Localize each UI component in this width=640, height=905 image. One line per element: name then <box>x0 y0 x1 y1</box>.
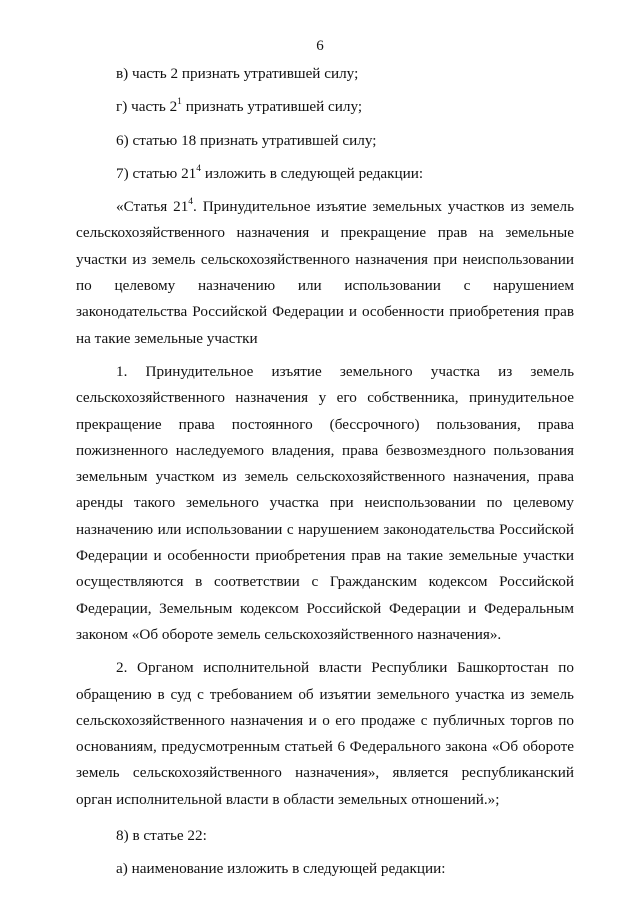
item-7 <box>76 161 574 187</box>
item-g <box>76 94 574 120</box>
document-body <box>76 61 574 883</box>
article-heading-prefix: «Статья 21 <box>116 198 189 216</box>
item-6 <box>76 128 574 154</box>
item-a <box>76 856 574 882</box>
item-7-text-after: изложить в следующей редакции: <box>201 164 424 182</box>
article-paragraph-1: 1. Принудительное изъятие земельного участка из земель сельскохозяйственного назначения у его собственника, принудительное прекращение права постоянного (бессрочного) пользования, права пожизненного наследуемого владения, права безвозмездного пользования земельным участком из земель сельскохозяйственного назначения, права аренды такого земельного участка при неиспользовании по целевому назначению или использовании с нарушением законодательства Российской Федерации и особенности приобретения прав на такие земельные участки осуществляются в соответствии с Гражданским кодексом Российской Федерации, Земельным кодексом Российской Федерации и Федеральным законом «Об обороте земель сельскохозяйственного назначения». <box>76 362 574 643</box>
item-v <box>76 61 574 87</box>
item-7-superscript: 4 <box>196 163 202 174</box>
item-v-text: в) часть 2 признать утратившей силу; <box>116 65 359 82</box>
item-7-text-before: 7) статью 21 <box>116 164 197 182</box>
article-heading-text: . Принудительное изъятие земельных участков из земель сельскохозяйственного назначения и прекращение прав на земельные участки из земель сельскохозяйственного назначения при неиспользовании по целевому назначению или использовании с нарушением законодательства Российской Федерации и особенности приобретения прав на такие земельные участки <box>76 198 574 347</box>
item-a-text: а) наименование изложить в следующей редакции: <box>116 860 446 878</box>
item-g-text-before: г) часть 2 <box>116 98 178 116</box>
item-6-text: 6) статью 18 признать утратившей силу; <box>116 131 377 149</box>
item-g-text-after: признать утратившей силу; <box>181 98 363 116</box>
item-g-superscript: 1 <box>177 97 182 108</box>
article-paragraph-2: 2. Органом исполнительной власти Республики Башкортостан по обращению в суд с требованием об изъятии земельного участка из земель сельскохозяйственного назначения и о его продаже с публичных торгов по основаниям, предусмотренным статьей 6 Федерального закона «Об обороте земель сельскохозяйственного назначения», является республиканский орган исполнительной власти в области земельных отношений.»; <box>76 659 574 808</box>
item-8 <box>76 823 574 849</box>
article-heading-superscript: 4 <box>188 197 194 208</box>
item-8-text: 8) в статье 22: <box>116 827 207 845</box>
page-number: 6 <box>316 38 324 54</box>
article-heading <box>76 194 574 352</box>
